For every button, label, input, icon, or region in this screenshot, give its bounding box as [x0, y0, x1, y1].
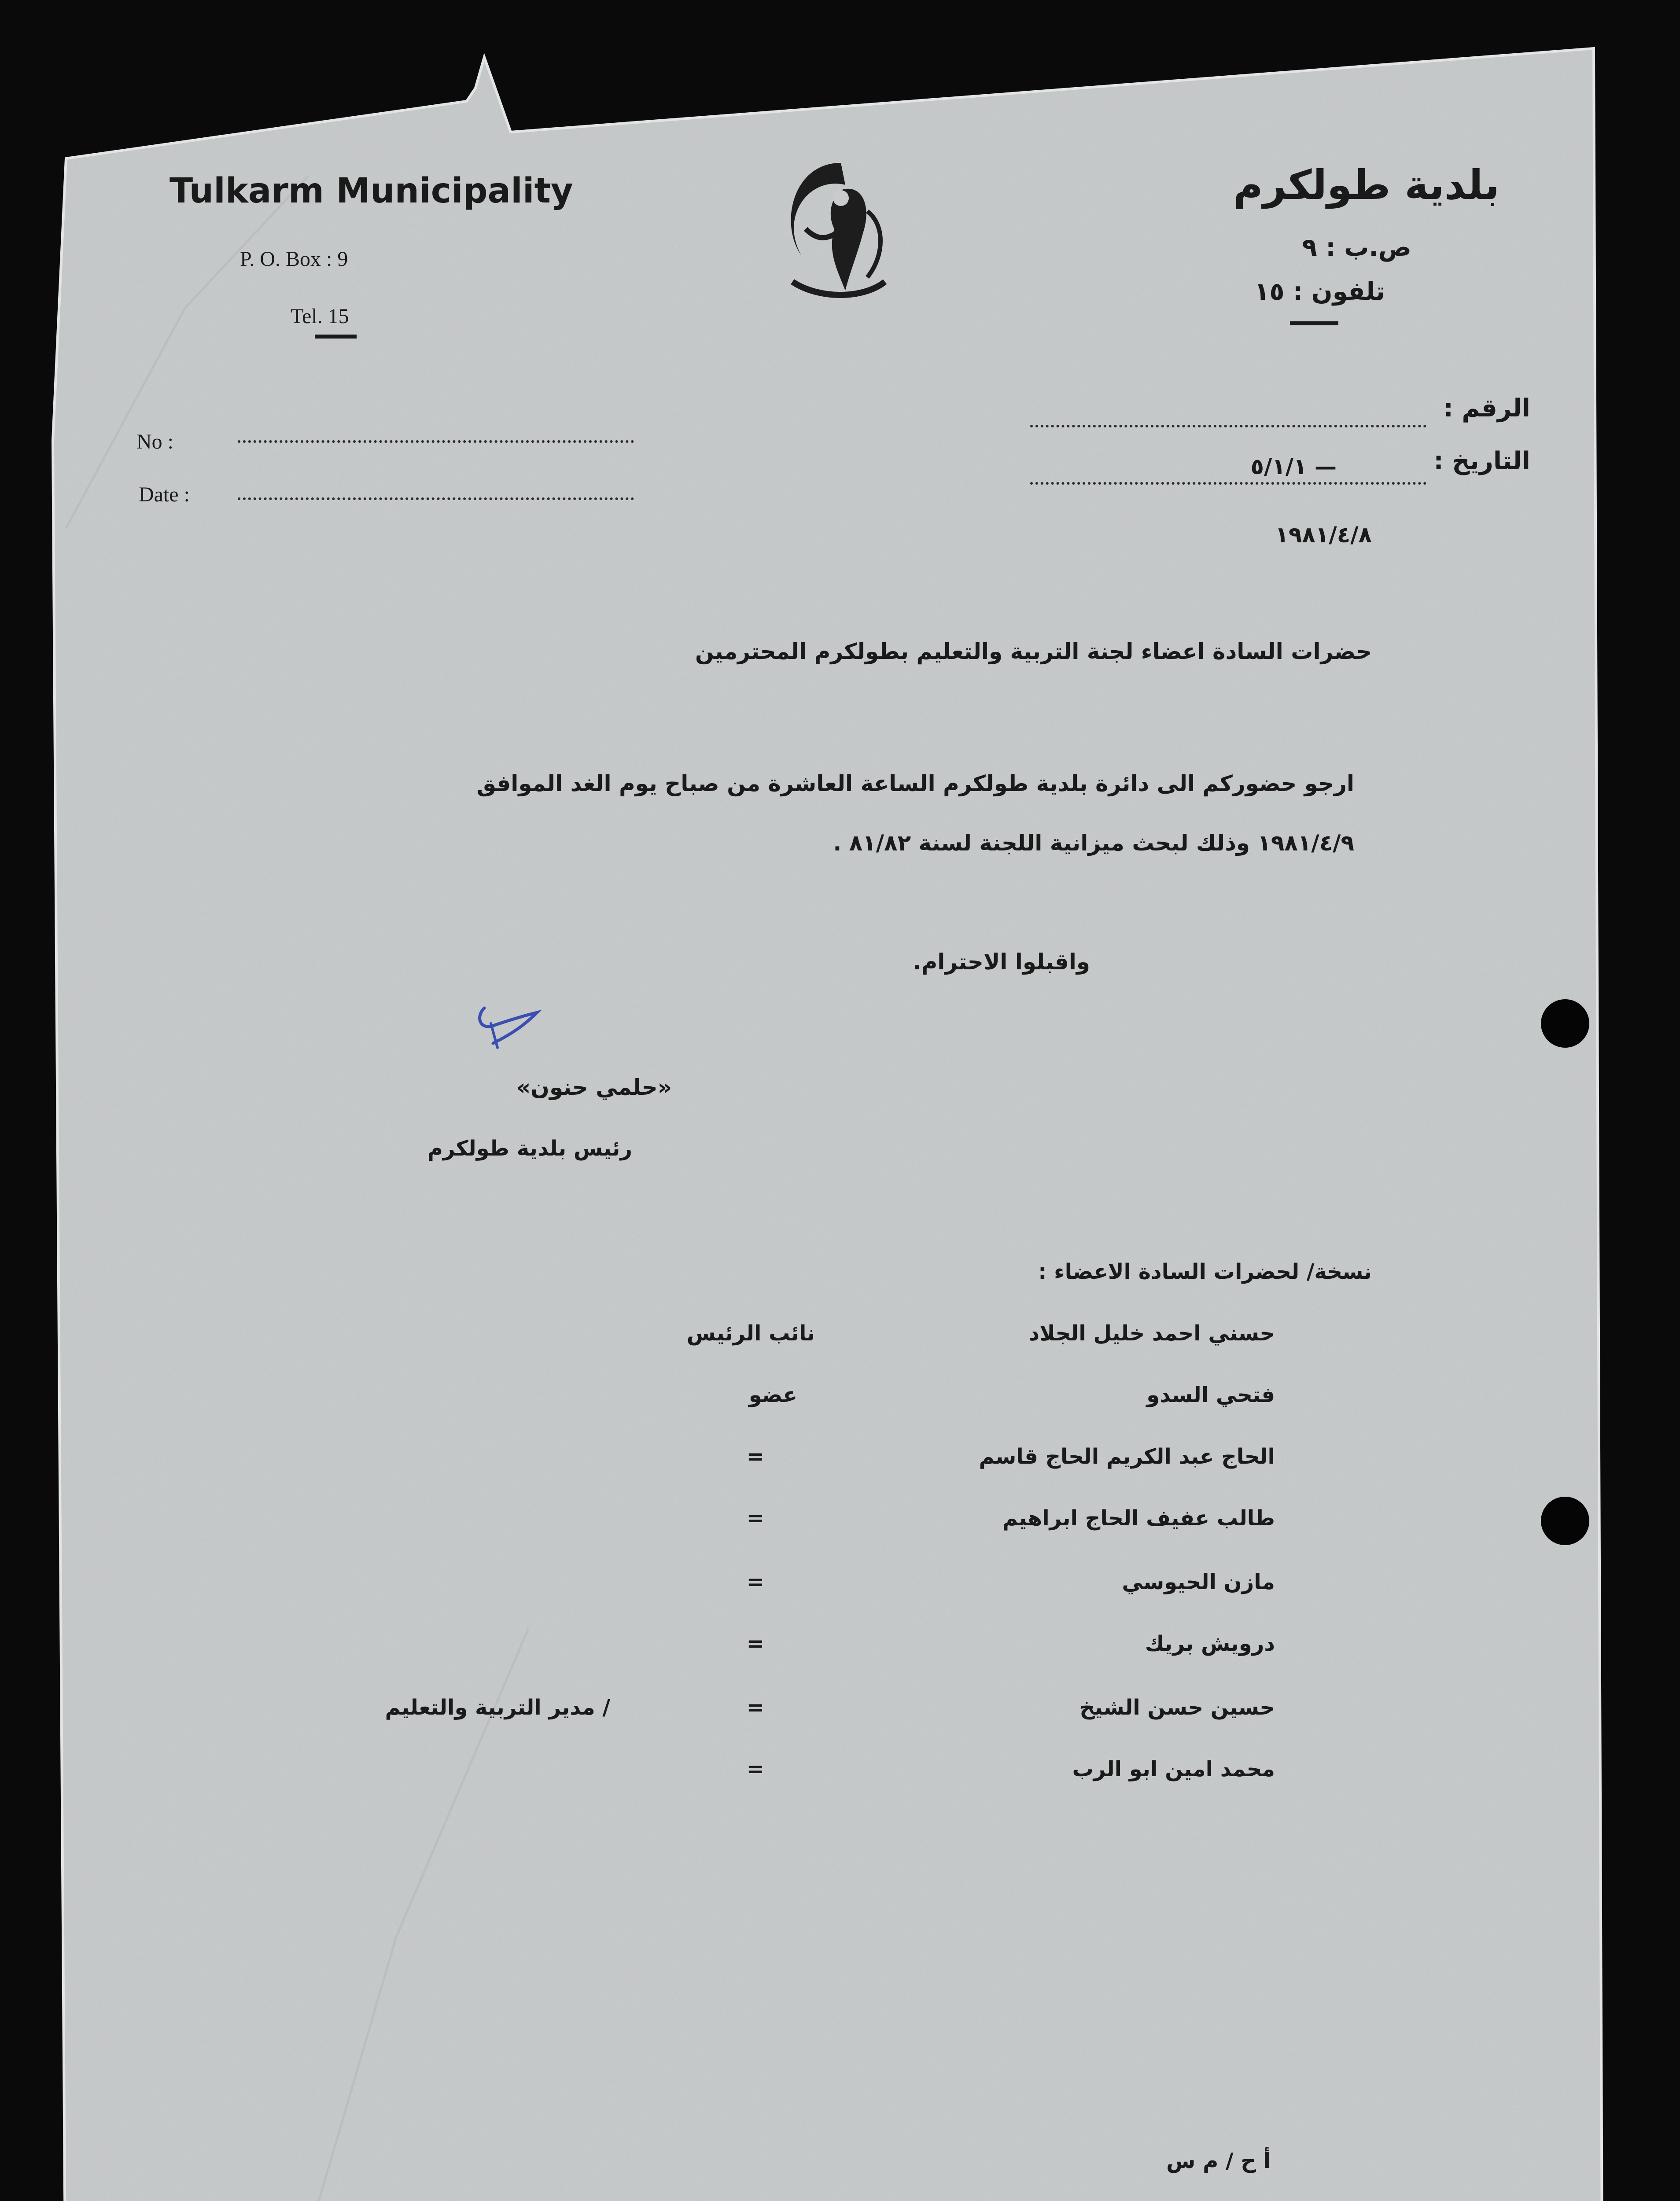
member-role: = — [746, 1506, 764, 1531]
no-line — [238, 440, 634, 443]
member-name: الحاج عبد الكريم الحاج قاسم — [979, 1444, 1275, 1469]
member-name: مازن الحيوسي — [1122, 1570, 1275, 1594]
addressee: حضرات السادة اعضاء لجنة التربية والتعليم بطولكرم المحترمين — [695, 639, 1372, 664]
member-role: = — [746, 1570, 764, 1594]
member-name: حسين حسن الشيخ — [1079, 1695, 1275, 1720]
letterhead-en-pobox: P. O. Box : 9 — [240, 247, 348, 271]
no-label: No : — [136, 430, 173, 453]
handwritten-signature — [467, 999, 564, 1056]
ar-date-value: ٥/١/١ — — [1250, 454, 1337, 479]
crescent-emblem-icon — [791, 163, 885, 295]
letter-date: ١٩٨١/٤/٨ — [1275, 522, 1372, 548]
tel-underline — [315, 335, 357, 339]
ar-no-line — [1030, 425, 1426, 427]
member-name: حسني احمد خليل الجلاد — [1028, 1321, 1275, 1346]
body-line-1: ارجو حضوركم الى دائرة بلدية طولكرم الساعة العاشرة من صباح يوم الغد الموافق — [476, 771, 1354, 796]
signatory-name: «حلمي حنون» — [516, 1075, 672, 1100]
letterhead-ar-name: بلدية طولكرم — [1233, 162, 1499, 209]
date-label: Date : — [139, 483, 190, 506]
date-line — [238, 497, 634, 500]
body-line-2: ١٩٨١/٤/٩ وذلك لبحث ميزانية اللجنة لسنة ٨١/٨٢ . — [833, 830, 1354, 856]
footer-initials: أ ح / م س — [1166, 2149, 1271, 2173]
member-role: عضو — [748, 1383, 797, 1407]
municipality-logo — [753, 150, 929, 326]
ar-date-line — [1030, 482, 1426, 485]
signatory-title: رئيس بلدية طولكرم — [427, 1136, 632, 1161]
member-role: = — [746, 1631, 764, 1656]
punch-hole-bottom — [1541, 1497, 1589, 1545]
closing: واقبلوا الاحترام. — [913, 949, 1090, 975]
member-name: فتحي السدو — [1146, 1383, 1275, 1407]
ar-no-label: الرقم : — [1443, 394, 1530, 423]
punch-hole-top — [1541, 999, 1589, 1048]
member-role: نائب الرئيس — [686, 1321, 815, 1346]
member-role: = — [746, 1757, 764, 1781]
member-name: طالب عفيف الحاج ابراهيم — [1002, 1506, 1275, 1531]
copies-header: نسخة/ لحضرات السادة الاعضاء : — [1038, 1259, 1372, 1284]
member-name: درويش بريك — [1145, 1631, 1275, 1656]
letterhead-en-tel: Tel. 15 — [291, 305, 349, 328]
member-role: = — [746, 1695, 764, 1720]
ar-date-label: التاريخ : — [1433, 447, 1530, 475]
letterhead-en-name: Tulkarm Municipality — [169, 171, 573, 211]
letterhead-ar-pobox: ص.ب : ٩ — [1302, 233, 1411, 262]
member-role: = — [746, 1444, 764, 1469]
member-note: / مدير التربية والتعليم — [385, 1695, 610, 1720]
member-name: محمد امين ابو الرب — [1072, 1757, 1275, 1781]
letterhead-ar-tel: تلفون : ١٥ — [1254, 277, 1385, 306]
ar-tel-underline — [1290, 321, 1338, 325]
